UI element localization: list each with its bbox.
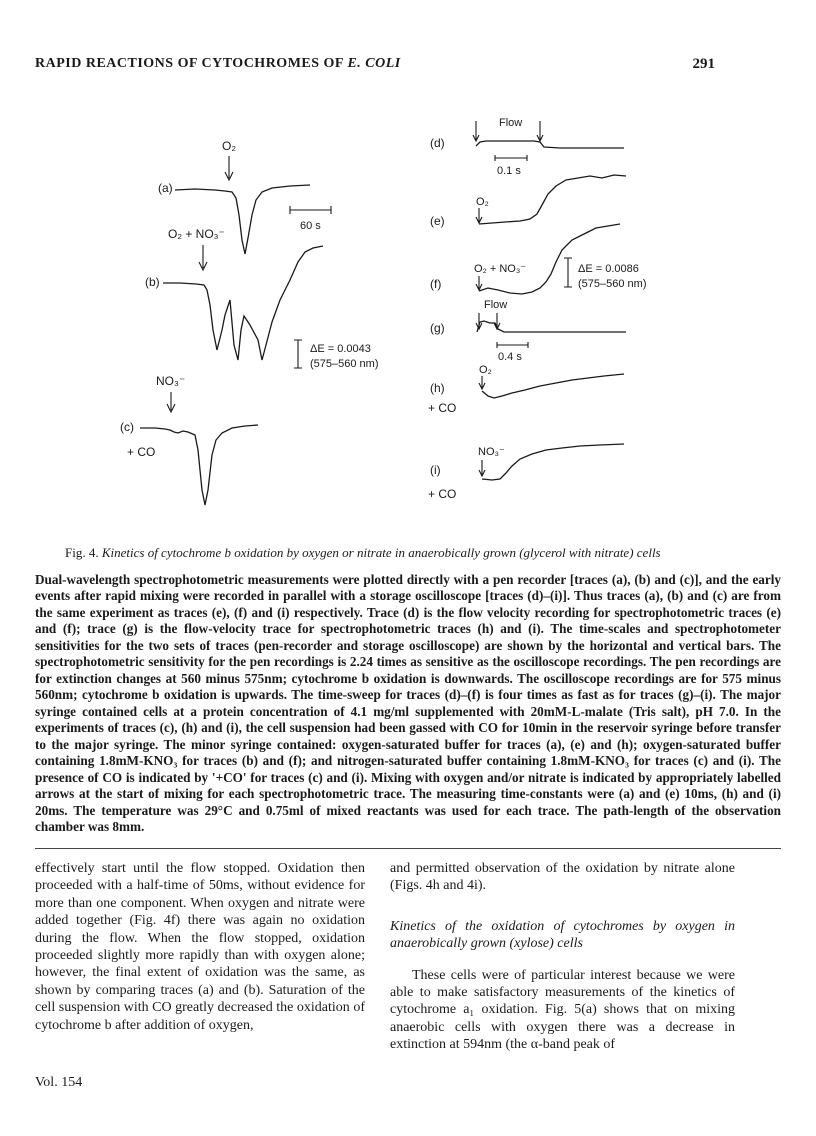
trace-e [479,175,626,224]
label-h: (h) [430,381,445,395]
figure-caption [35,545,781,836]
section-divider [35,848,781,849]
sensitivity-range-right: (575–560 nm) [578,278,647,290]
body-left-column: effectively start until the flow stopped. Oxidation then proceeded with a half-time of 50ms, without evidence for more than one component. When oxygen and nitrate were added together (Fig. 4f) there was again no oxidation during the flow. When the flow stopped, oxidation proceeded slightly more rapidly than with oxygen alone; however, the final extent of oxidation was the same, as shown by comparing traces (a) and (b). Saturation of the cell suspension with CO greatly decreased the oxidation of cytochrome b after addition of oxygen, [35,861,365,1033]
trace-b [163,246,323,360]
volume-footer: Vol. 154 [35,1075,83,1090]
right-paragraph-2: These cells were of particular interest because we were able to make satisfactory measurements of the kinetics of cytochrome a₁ oxidation. Fig. 5(a) shows that on mixing anaerobic cells with oxygen there was a decrease in extinction at 594nm (the α-band peak of [390,967,735,1053]
trace-h [482,374,624,398]
trace-g [477,321,626,332]
time-bar-g [497,342,528,348]
time-bar-d-label: 0.1 s [497,165,521,177]
label-i: (i) [430,463,441,477]
trace-c [140,425,258,505]
caption-body: Dual-wavelength spectrophotometric measurements were plotted directly with a pen recorder [traces (a), (b) and (c)], and the early events after rapid mixing were recorded in parallel with a storage oscilloscope [traces (d)–(i)]. Thus traces (a), (b) and (c) are from the same experiment as traces (e), (f) and (i) respectively. Trace (d) is the flow velocity recording for spectrophotometric traces (e) and (f); trace (g) is the flow-velocity trace for spectrophotometric traces (h) and (i). The time-scales and spectrophotometer sensitivities for the two sets of traces (pen-recorder and storage oscilloscope) are shown by the horizontal and vertical bars. The spectrophotometric sensitivity for the pen recordings is 2.24 times as sensitive as the oscilloscope recordings. The pen recordings are for extinction changes at 560 minus 575nm; cytochrome b oxidation is downwards. The oscilloscope recordings are for 575 minus 560nm; cytochrome b oxidation is upwards. The time-sweep for traces (d)–(f) is four times as fast as for traces (g)–(i). The major syringe contained cells at a protein concentration of 4.1 mg/ml supplemented with 20mM-L-malate (Tris salt), pH 7.0. In the experiments of traces (c), (h) and (i), the cell suspension had been gassed with CO for 10min in the reservoir syringe before transfer to the major syringe. The minor syringe contained: oxygen-saturated buffer for traces (a), (e) and (h); oxygen-saturated buffer containing 1.8mM-KNO₃ for traces (b) and (f); and nitrogen-saturated buffer containing 1.8mM-KNO₃ for traces (c) and (i). The presence of CO is indicated by '+CO' for traces (c) and (i). Mixing with oxygen and/or nitrate is indicated by appropriately labelled arrows at the start of mixing for each spectrophotometric trace. The measuring time-constants were (a) and (e) 10ms, (h) and (i) 20ms. The temperature was 29°C and 0.75ml of mixed reactants was used for each trace. The path-length of the observation chamber was 8mm. [35,571,781,834]
label-c: (c) [120,420,134,434]
arrow-c [167,392,175,412]
time-bar-60s [290,206,331,214]
label-f: (f) [430,277,442,291]
arrow-label-h: O₂ [479,364,492,376]
trace-d [476,141,624,148]
label-d: (d) [430,136,445,150]
arrow-d-stop [537,121,543,141]
arrow-f [476,276,482,290]
label-co-c: + CO [127,445,156,459]
running-title: RAPID REACTIONS OF CYTOCHROMES OF E. COLI [35,56,401,71]
arrow-i [479,460,485,476]
running-title-italic: E. COLI [347,56,401,71]
label-b: (b) [145,275,160,289]
caption-prefix: Fig. 4. [65,545,102,560]
sensitivity-range-left: (575–560 nm) [310,358,379,370]
label-co-h: + CO [428,401,457,415]
body-right-column [390,860,735,1054]
arrow-label-no3: NO₃⁻ [156,374,186,388]
arrow-label-i: NO₃⁻ [478,446,505,458]
flow-label-d: Flow [499,117,523,129]
figure-4 [0,100,816,520]
label-g: (g) [430,321,445,335]
sensitivity-bar-right [564,258,572,287]
sensitivity-label-left: ΔE = 0.0043 [310,343,371,355]
arrow-e [476,208,482,223]
caption-title [35,545,781,562]
trace-a [175,185,310,254]
flow-label-g: Flow [484,299,508,311]
time-bar-60s-label: 60 s [300,220,321,232]
label-a: (a) [158,181,173,195]
arrow-a [225,156,233,180]
label-co-i: + CO [428,487,457,501]
section-subheading: Kinetics of the oxidation of cytochromes by oxygen in anaerobically grown (xylose) cells [390,918,735,952]
caption-title-text: Kinetics of cytochrome b oxidation by oxygen or nitrate in anaerobically grown (glycerol with nitrate) cells [101,545,661,560]
sensitivity-bar-left [294,340,302,368]
time-bar-d [495,155,527,161]
page-number: 291 [692,56,715,72]
time-bar-g-label: 0.4 s [498,351,522,363]
sensitivity-label-right: ΔE = 0.0086 [578,263,639,275]
label-e: (e) [430,214,445,228]
arrow-label-o2-no3: O₂ + NO₃⁻ [168,227,225,241]
right-paragraph-1: and permitted observation of the oxidation by nitrate alone (Figs. 4h and 4i). [390,861,735,894]
running-header [35,56,715,78]
arrow-d-start [473,121,479,141]
arrow-label-o2-a: O₂ [222,139,236,153]
arrow-h [479,376,485,389]
arrow-label-e: O₂ [476,196,489,208]
arrow-b [199,245,207,270]
arrow-label-f: O₂ + NO₃⁻ [474,263,527,275]
